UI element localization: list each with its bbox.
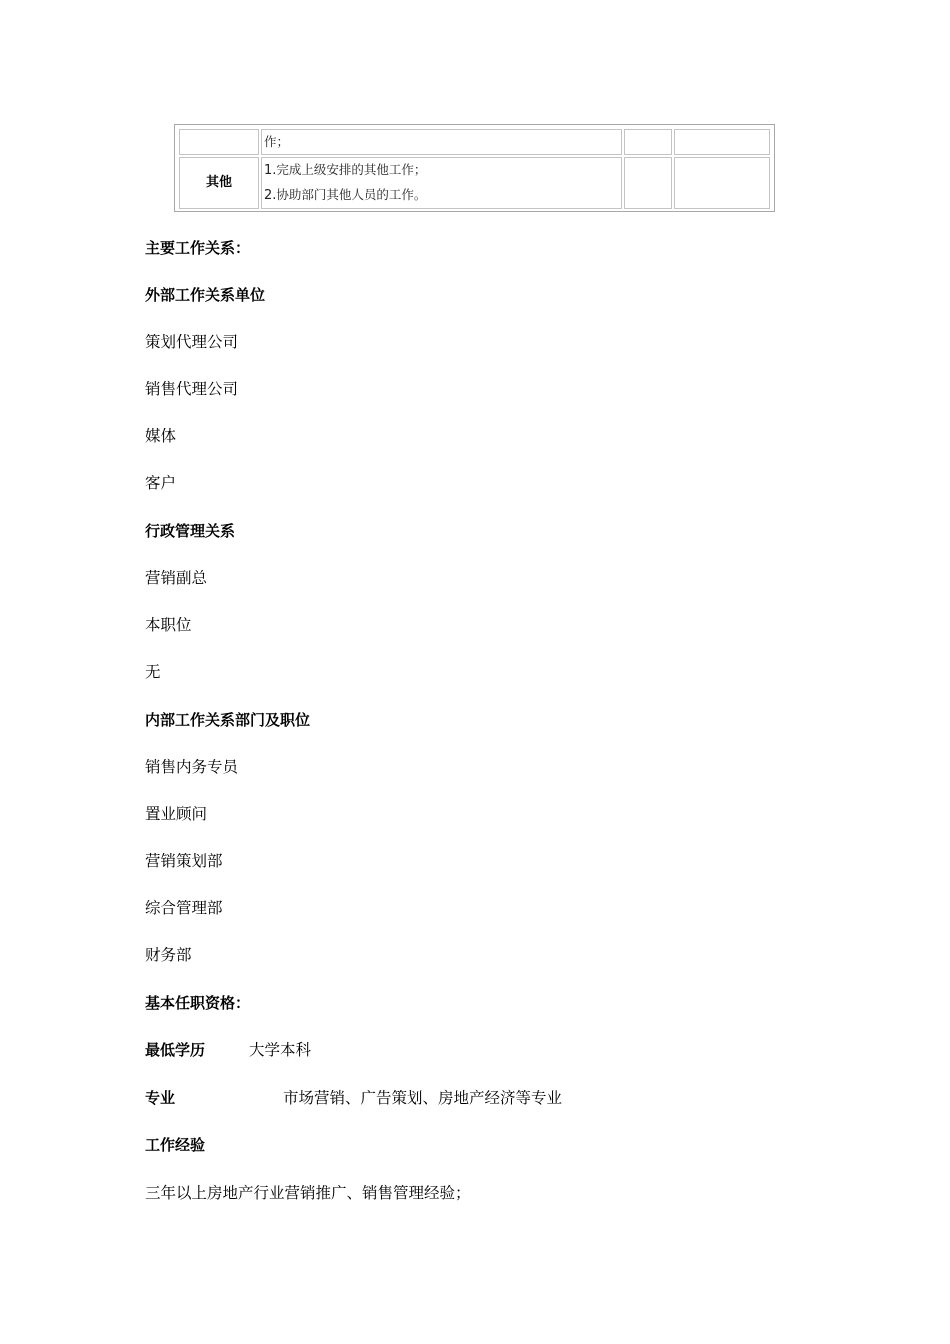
major-row bbox=[145, 1088, 645, 1110]
experience-value: 三年以上房地产行业营销推广、销售管理经验； bbox=[145, 1184, 471, 1202]
external-relations-heading: 外部工作关系单位 bbox=[145, 286, 266, 304]
content-line bbox=[264, 158, 619, 183]
list-item: 客户 bbox=[145, 474, 177, 492]
item-text: 完成上级安排的其他工作； bbox=[276, 162, 427, 177]
education-label: 最低学历 bbox=[145, 1041, 206, 1059]
duty-table-grid bbox=[177, 127, 772, 211]
list-item: 营销策划部 bbox=[145, 852, 223, 870]
admin-relations-heading: 行政管理关系 bbox=[145, 522, 236, 540]
empty-cell bbox=[674, 157, 770, 209]
major-label: 专业 bbox=[145, 1089, 176, 1107]
empty-cell bbox=[624, 129, 672, 155]
list-item: 财务部 bbox=[145, 946, 192, 964]
duty-table bbox=[174, 124, 775, 212]
list-item: 置业顾问 bbox=[145, 805, 208, 823]
item-number: 1. bbox=[264, 163, 277, 178]
list-item: 无 bbox=[145, 663, 161, 681]
education-value: 大学本科 bbox=[249, 1041, 312, 1059]
table-row bbox=[179, 157, 770, 209]
row-label bbox=[179, 129, 259, 155]
list-item: 媒体 bbox=[145, 427, 177, 445]
internal-relations-heading: 内部工作关系部门及职位 bbox=[145, 711, 311, 729]
item-number: 2. bbox=[264, 188, 277, 203]
table-row bbox=[179, 129, 770, 155]
list-item: 策划代理公司 bbox=[145, 333, 239, 351]
major-value: 市场营销、广告策划、房地产经济等专业 bbox=[283, 1089, 563, 1107]
row-content bbox=[261, 157, 622, 209]
row-label-other: 其他 bbox=[179, 157, 259, 209]
empty-cell bbox=[674, 129, 770, 155]
list-item: 销售代理公司 bbox=[145, 380, 239, 398]
item-text: 协助部门其他人员的工作。 bbox=[276, 187, 427, 202]
list-item: 本职位 bbox=[145, 616, 192, 634]
main-relations-heading: 主要工作关系： bbox=[145, 239, 251, 257]
list-item: 营销副总 bbox=[145, 569, 208, 587]
row-content bbox=[261, 129, 622, 155]
experience-heading: 工作经验 bbox=[145, 1136, 206, 1154]
list-item: 综合管理部 bbox=[145, 899, 223, 917]
qualification-heading: 基本任职资格： bbox=[145, 994, 251, 1012]
content-line: 作； bbox=[264, 134, 290, 149]
content-line bbox=[264, 183, 619, 208]
education-row bbox=[145, 1040, 645, 1062]
empty-cell bbox=[624, 157, 672, 209]
list-item: 销售内务专员 bbox=[145, 758, 239, 776]
